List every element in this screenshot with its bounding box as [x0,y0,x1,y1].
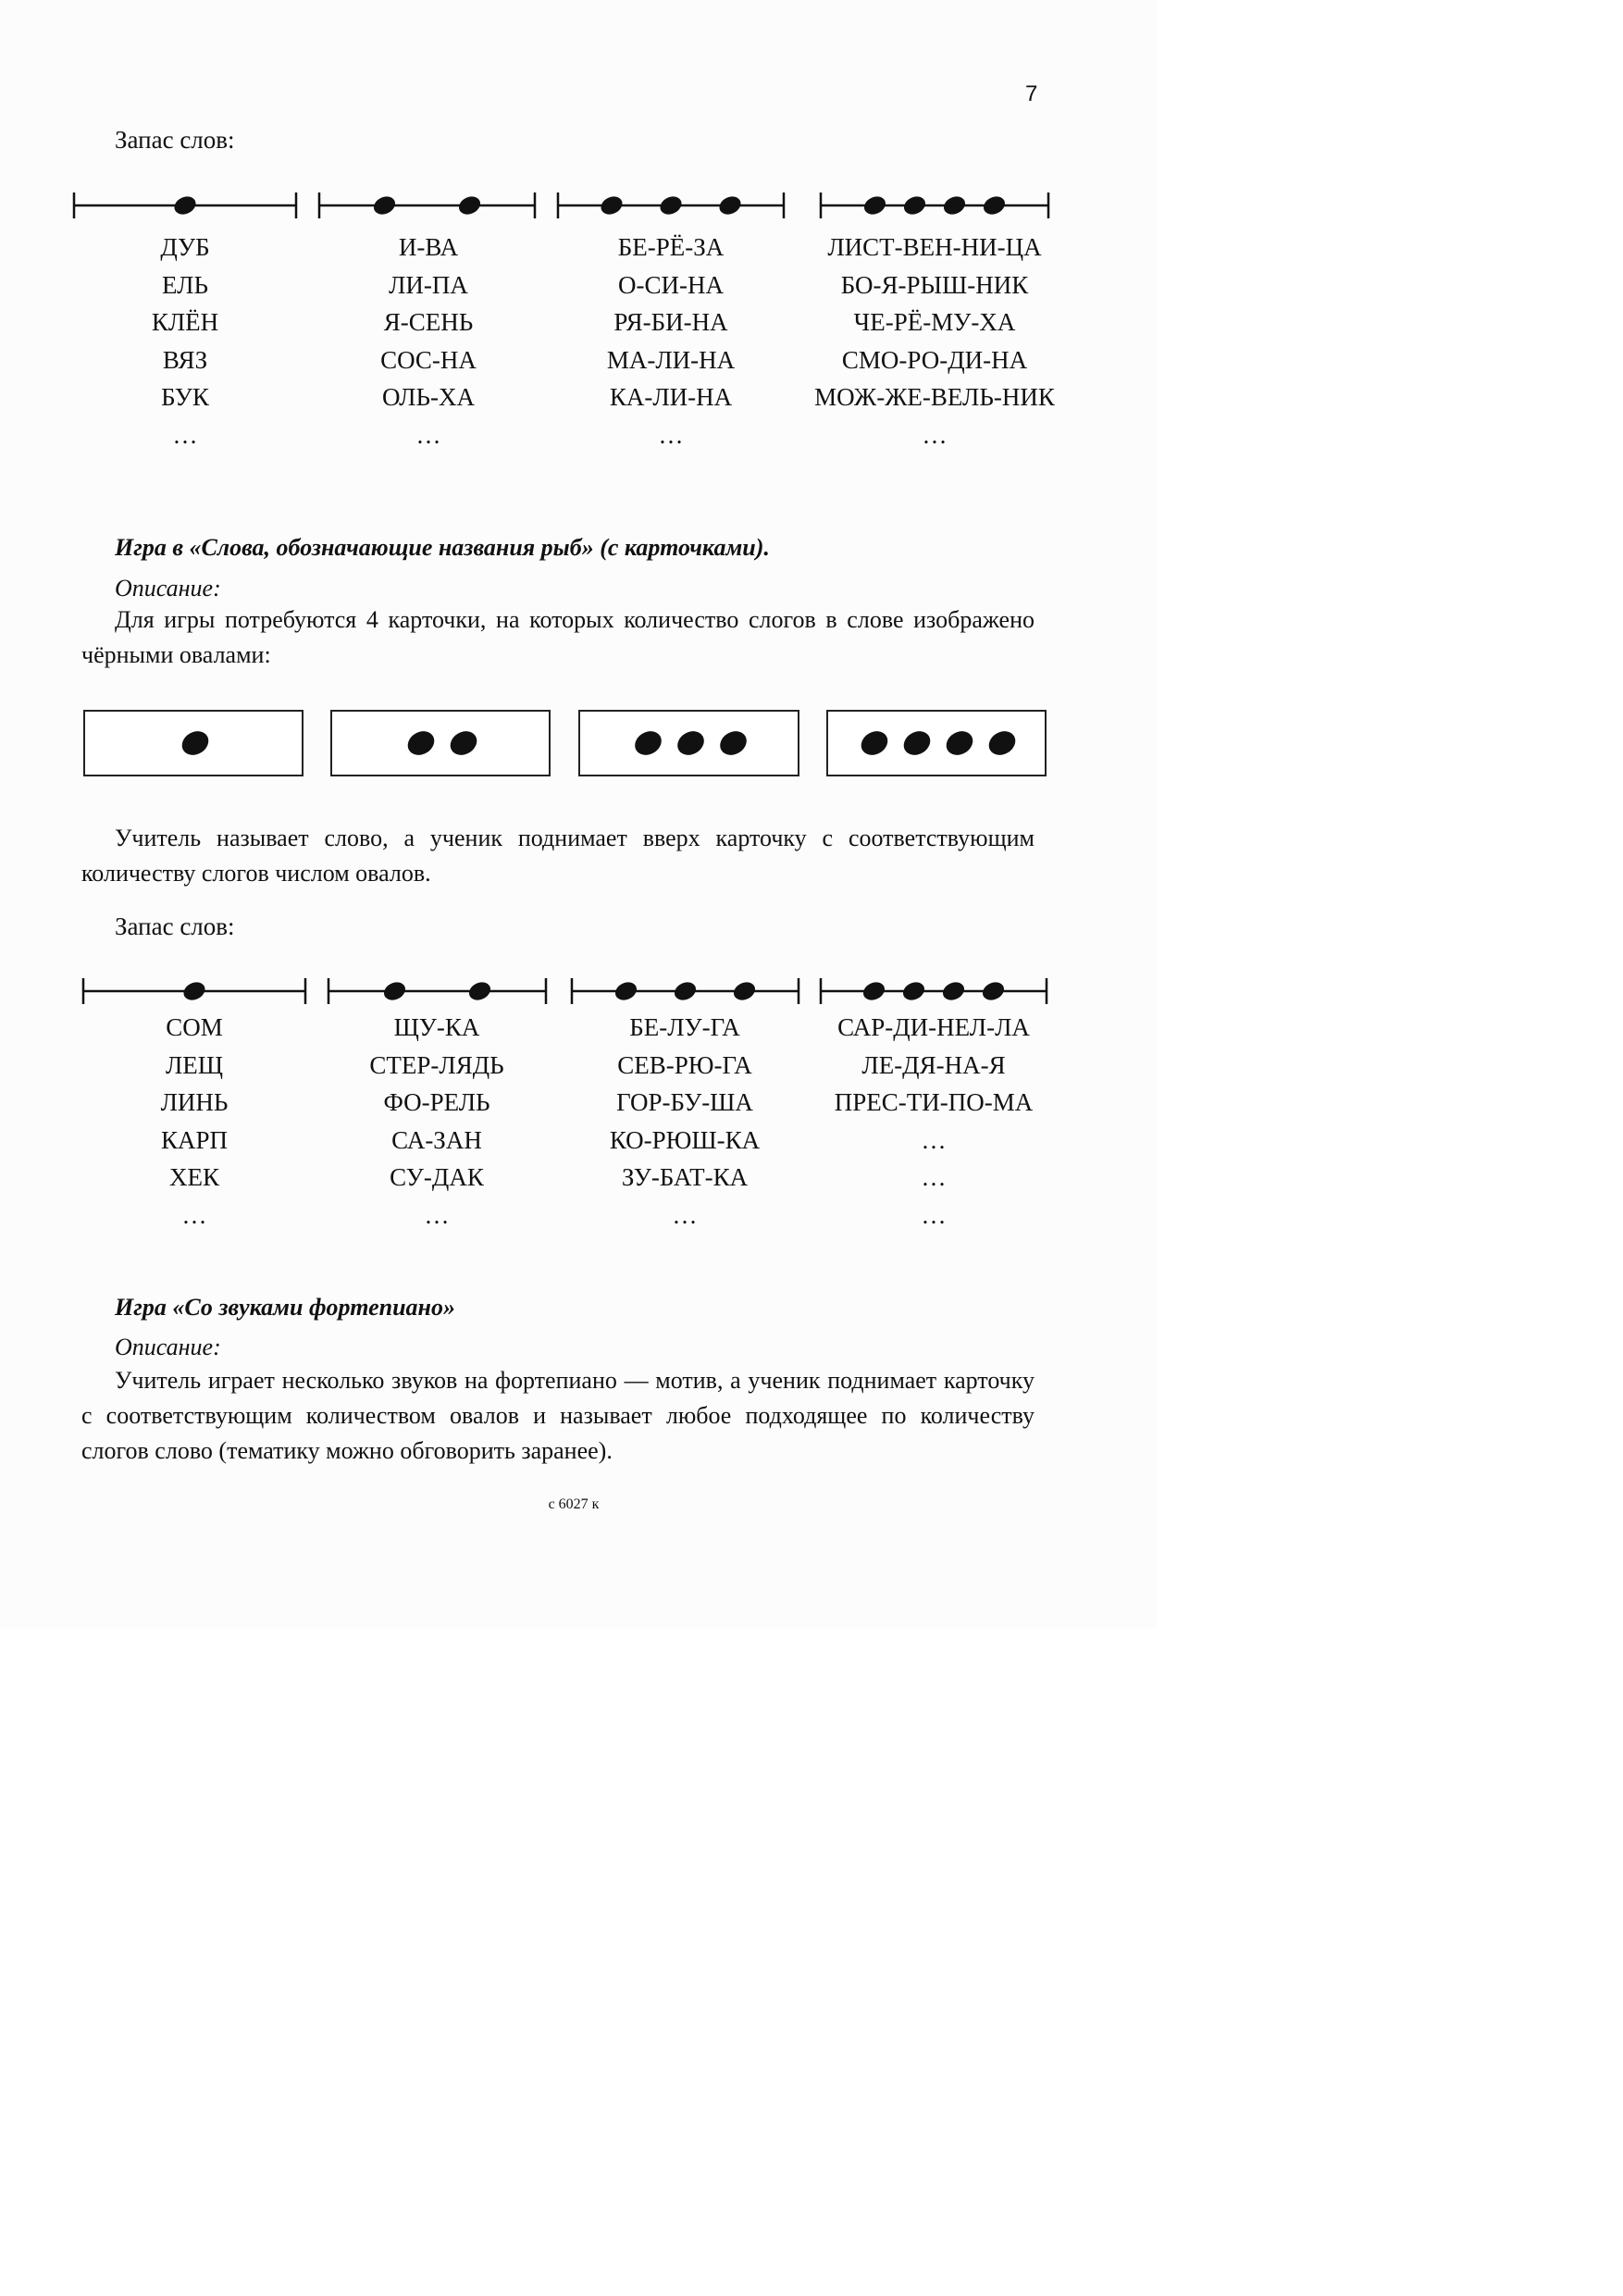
word-item: КО-РЮШ-КА [609,1125,761,1154]
word-item: СА-ЗАН [391,1125,482,1154]
card-oval [403,726,439,760]
instruction-text-content: Учитель называет слово, а ученик поднимает вверх карточку с соответствующим количеству слогов числом овалов. [81,825,1035,887]
card-oval [446,726,481,760]
word-column [795,1009,1072,1234]
word-item: ЛИСТ-ВЕН-НИ-ЦА [827,233,1042,261]
word-item: ПРЕС-ТИ-ПО-МА [834,1088,1034,1116]
word-item: … [172,420,198,449]
word-column [546,1009,824,1234]
word-item: … [921,1200,947,1229]
word-item: ОЛЬ-ХА [382,383,475,411]
word-item: ЛЕ-ДЯ-НА-Я [861,1050,1006,1079]
word-item: РЯ-БИ-НА [613,308,728,336]
word-item: МА-ЛИ-НА [606,345,736,374]
word-item: ГОР-БУ-ША [616,1088,753,1116]
word-item: СМО-РО-ДИ-НА [841,345,1028,374]
card-oval [985,726,1020,760]
word-item: О-СИ-НА [618,270,724,299]
word-item: … [922,420,948,449]
word-item: СОМ [166,1013,223,1041]
card-oval [942,726,977,760]
game-title-fish: Игра в «Слова, обозначающие названия рыб» (с карточками). [115,534,770,561]
word-column [796,229,1073,453]
card-oval [716,726,751,760]
word-column [290,229,567,453]
word-item: … [921,1163,947,1191]
game-title-piano: Игра «Со звуками фортепиано» [115,1294,455,1321]
card-oval [631,726,666,760]
word-column [298,1009,576,1234]
word-item: ДУБ [160,233,210,261]
footer-code: с 6027 к [548,1496,600,1512]
word-item: ЗУ-БАТ-КА [621,1163,749,1191]
description-text [81,602,1035,673]
card-oval [674,726,709,760]
word-column [56,1009,333,1234]
word-item: ЕЛЬ [162,270,208,299]
word-item: … [658,420,684,449]
word-item: ЛЕЩ [165,1050,224,1079]
syllable-card-3 [578,710,799,776]
word-item: ЩУ-КА [393,1013,480,1041]
word-item: ВЯЗ [162,345,208,374]
word-item: ХЕК [169,1163,219,1191]
word-item: БЕ-РЁ-ЗА [617,233,725,261]
word-item: КА-ЛИ-НА [609,383,733,411]
word-item: ЧЕ-РЁ-МУ-ХА [853,308,1016,336]
word-item: СОС-НА [380,345,477,374]
card-oval [178,726,213,760]
word-item: СУ-ДАК [390,1163,484,1191]
word-item: ЛИНЬ [160,1088,229,1116]
word-item: САР-ДИ-НЕЛ-ЛА [837,1013,1030,1041]
syllable-card-1 [83,710,304,776]
word-item: … [181,1200,207,1229]
card-oval [857,726,892,760]
vocabulary-label-fish: Запас слов: [115,912,235,940]
instruction-text [81,821,1035,891]
word-item: Я-СЕНЬ [383,308,474,336]
description-label: Описание: [115,575,221,602]
description-text-piano [81,1363,1035,1469]
word-column [532,229,810,453]
word-item: КАРП [160,1125,229,1154]
syllable-card-2 [330,710,551,776]
word-item: … [424,1200,450,1229]
word-item: ЛИ-ПА [389,270,468,299]
word-item: БЕ-ЛУ-ГА [629,1013,740,1041]
page-number: 7 [1025,81,1038,106]
word-item: ФО-РЕЛЬ [383,1088,490,1116]
card-oval [899,726,935,760]
word-item: БО-Я-РЫШ-НИК [840,270,1029,299]
description-text-piano-content: Учитель играет несколько звуков на фортепиано — мотив, а ученик поднимает карточку с соответствующим количеством овалов и называет любое подходящее по количеству слогов слово (тематику можно обговорить заранее). [81,1367,1035,1464]
vocabulary-label: Запас слов: [115,126,235,154]
word-item: СТЕР-ЛЯДЬ [369,1050,504,1079]
word-item: … [415,420,441,449]
word-item: КЛЁН [151,308,219,336]
syllable-card-4 [826,710,1047,776]
word-column [46,229,324,453]
word-item: … [921,1125,947,1154]
description-text-content: Для игры потребуются 4 карточки, на которых количество слогов в слове изображено чёрными овалами: [81,606,1035,668]
word-item: И-ВА [398,233,459,261]
word-item: … [672,1200,698,1229]
word-item: СЕВ-РЮ-ГА [617,1050,752,1079]
word-item: БУК [161,383,209,411]
description-label-piano: Описание: [115,1334,221,1360]
word-item: МОЖ-ЖЕ-ВЕЛЬ-НИК [814,383,1055,411]
